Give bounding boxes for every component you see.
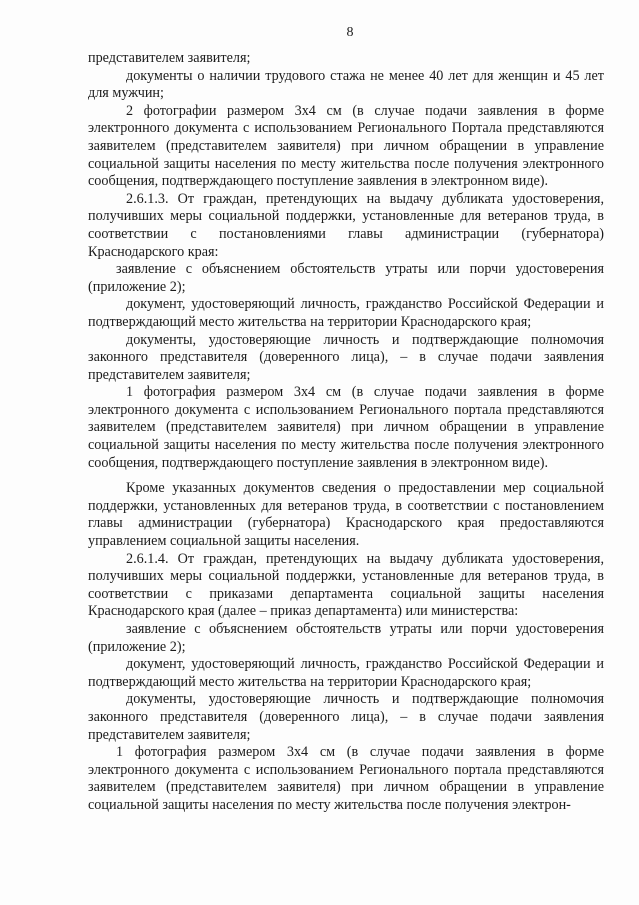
page-number: 8 <box>346 25 354 40</box>
paragraph: документы о наличии трудового стажа не менее 40 лет для женщин и 45 лет для мужчин; <box>88 67 604 102</box>
paragraph: представителем заявителя; <box>88 50 251 66</box>
paragraph: 2.6.1.3. От граждан, претендующих на выдачу дубликата удостоверения, получивших меры социальной поддержки, установленные для ветеранов труда, в соответствии с постановлениями главы администрации (губернатора) Краснодарского края: <box>88 190 604 260</box>
paragraph: Кроме указанных документов сведения о предоставлении мер социальной поддержки, установленных для ветеранов труда, в соответствии с постановлением главы администрации (губернатора) Краснодарского края предоставляются управлением социальной защиты населения. <box>88 480 604 550</box>
document-body <box>88 50 604 815</box>
paragraph: заявление с объяснением обстоятельств утраты или порчи удостоверения (приложение 2); <box>88 261 604 295</box>
paragraph: документы, удостоверяющие личность и подтверждающие полномочия законного представителя (доверенного лица), – в случае подачи заявления представителем заявителя; <box>88 691 604 743</box>
paragraph: документ, удостоверяющий личность, гражданство Российской Федерации и подтверждающий место жительства на территории Краснодарского края; <box>88 656 604 690</box>
paragraph: заявление с объяснением обстоятельств утраты или порчи удостоверения (приложение 2); <box>88 621 604 655</box>
paragraph: документ, удостоверяющий личность, гражданство Российской Федерации и подтверждающий место жительства на территории Краснодарского края; <box>88 296 604 330</box>
paragraph: документы, удостоверяющие личность и подтверждающие полномочия законного представителя (доверенного лица), – в случае подачи заявления представителем заявителя; <box>88 331 604 383</box>
paragraph: 2.6.1.4. От граждан, претендующих на выдачу дубликата удостоверения, получивших меры социальной поддержки, установленные для ветеранов труда, в соответствии с приказами департамента социальной защиты населения Краснодарского края (далее – приказ департамента) или министерства: <box>88 550 604 620</box>
paragraph: 1 фотография размером 3х4 см (в случае подачи заявления в форме электронного документа с использованием Регионального портала представляются заявителем (представителем заявителя) при личном обращении в управление социальной защиты населения по месту жительства после получения электронного сообщения, подтверждающего поступление заявления в электронном виде). <box>88 384 604 471</box>
paragraph: 1 фотография размером 3х4 см (в случае подачи заявления в форме электронного документа с использованием Регионального портала представляются заявителем (представителем заявителя) при личном обращении в управление социальной защиты населения по месту жительства после получения электрон- <box>88 744 604 813</box>
paragraph: 2 фотографии размером 3х4 см (в случае подачи заявления в форме электронного документа с использованием Регионального Портала представляются заявителем (представителем заявителя) при личном обращении в управление социальной защиты населения по месту жительства после получения электронного сообщения, подтверждающего поступление заявления в электронном виде). <box>88 102 604 190</box>
